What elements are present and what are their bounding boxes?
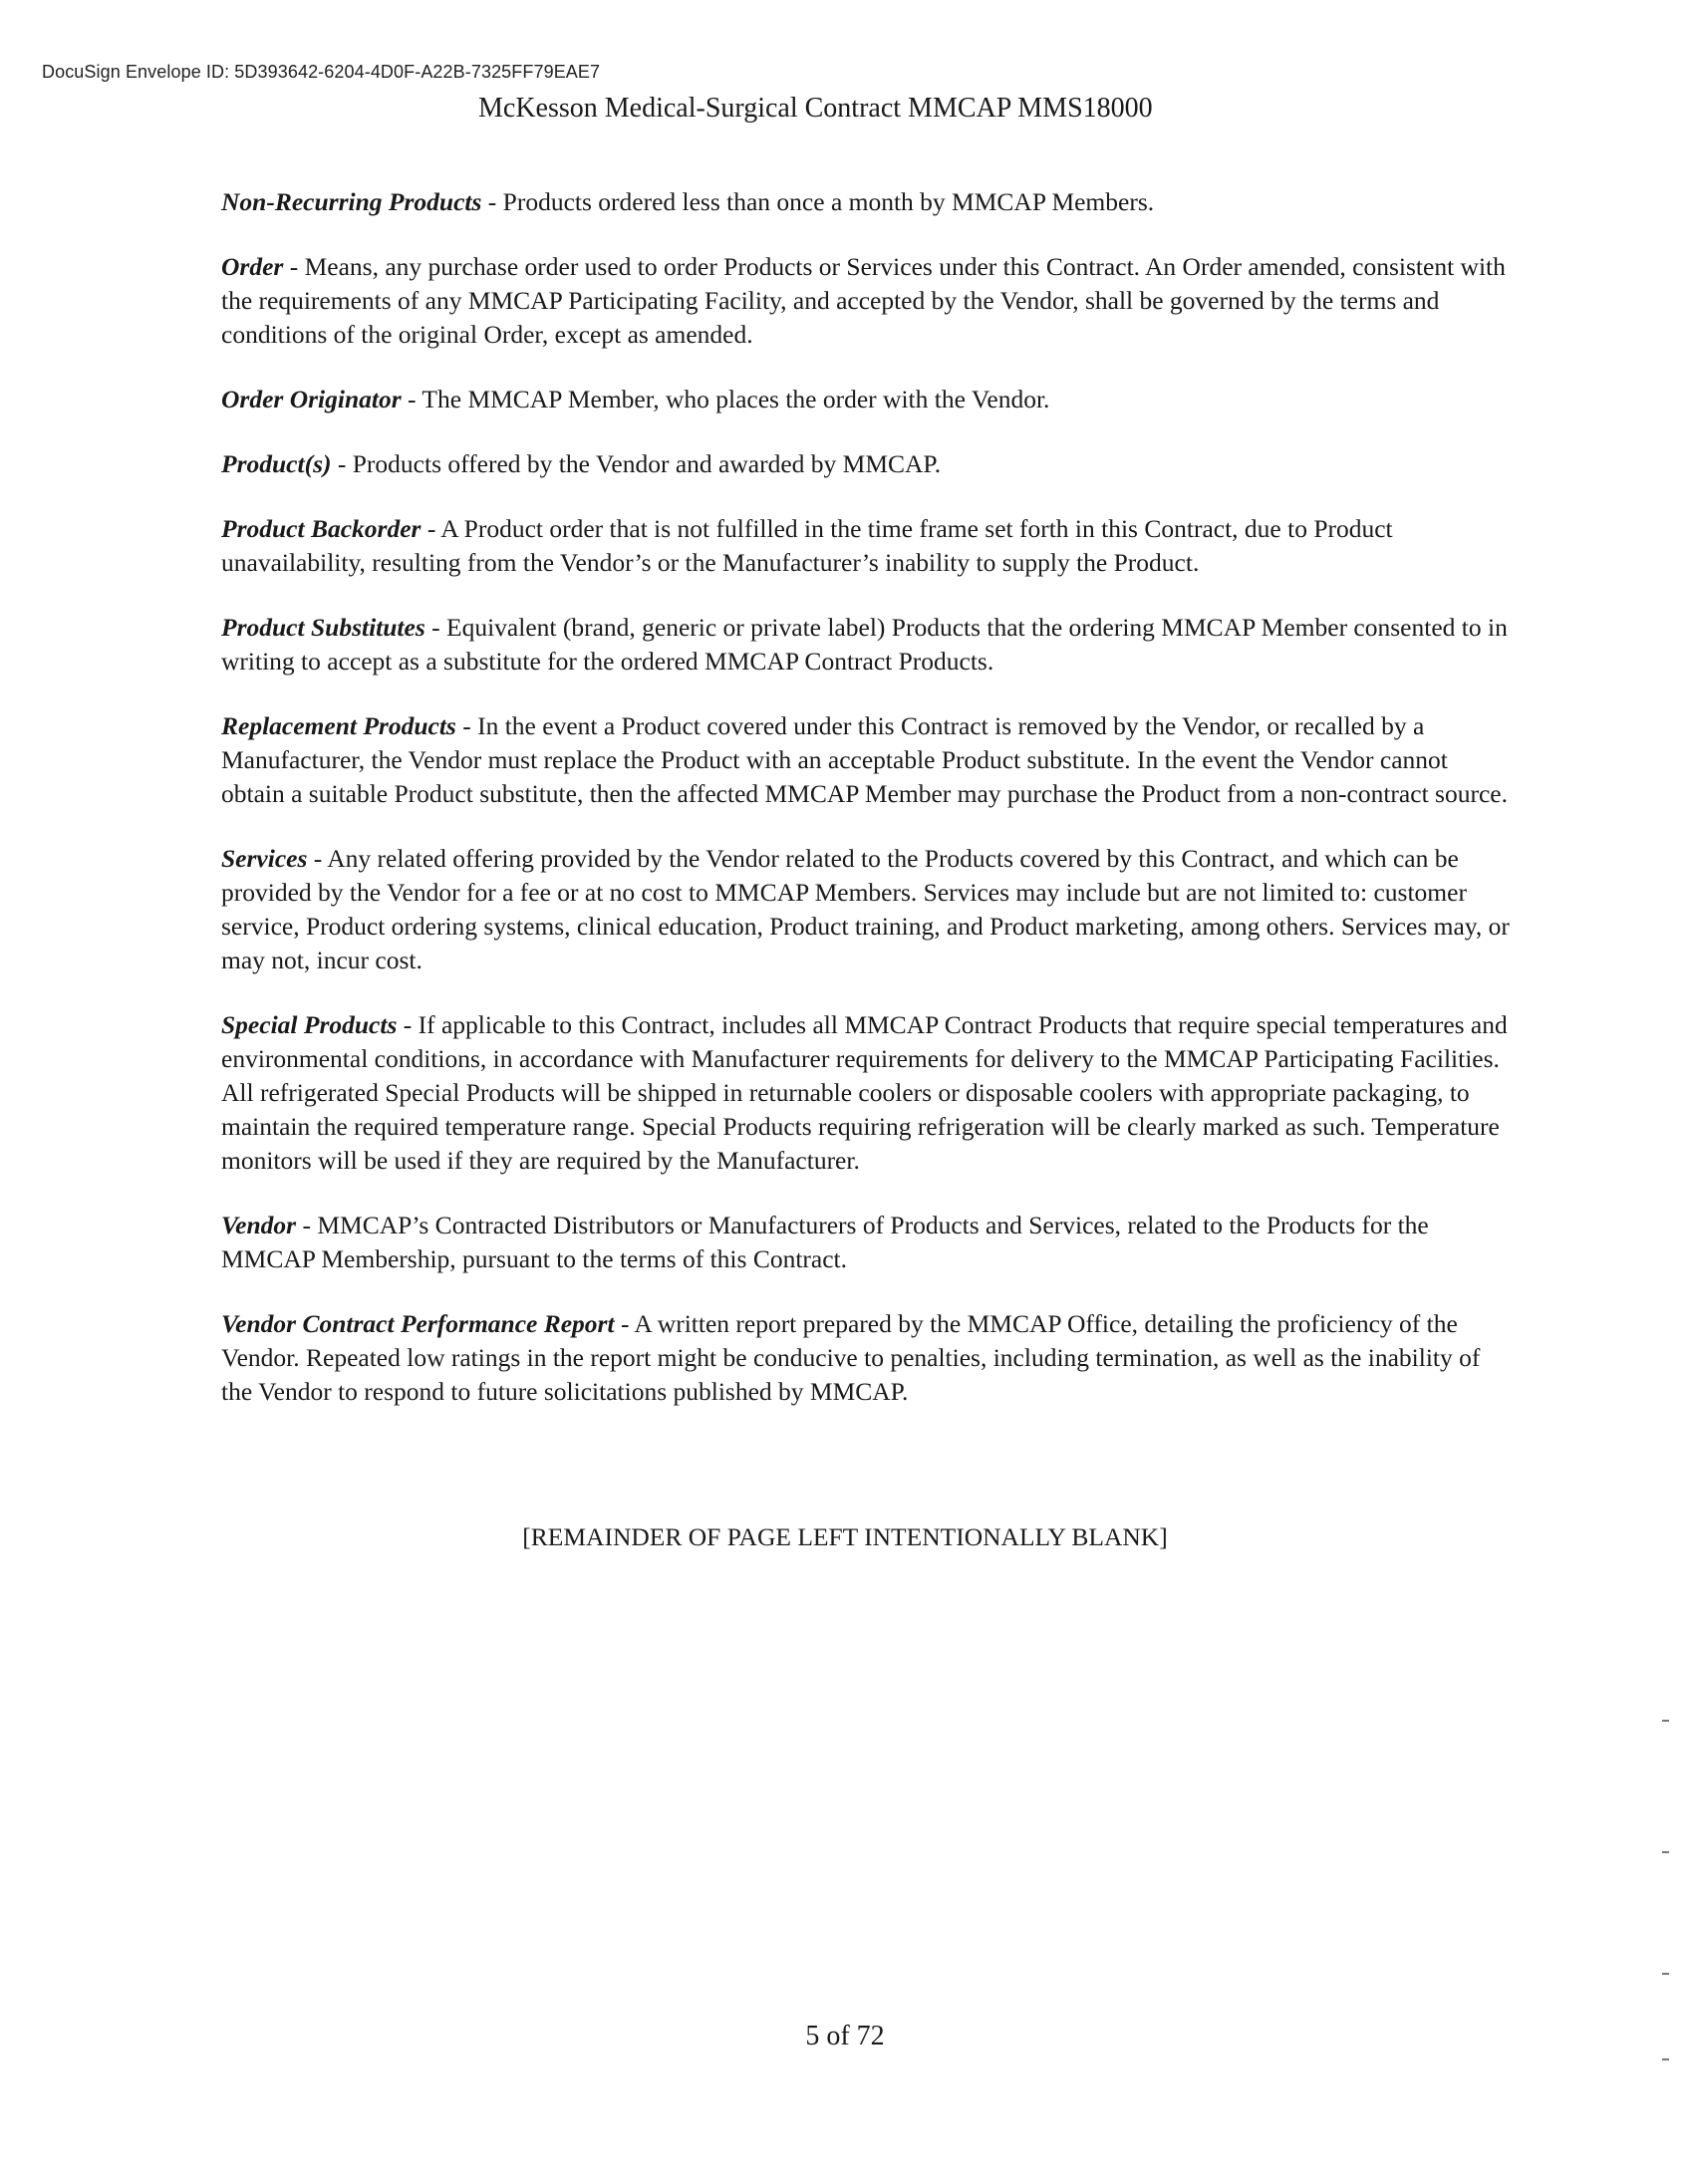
definition-term: Order Originator xyxy=(221,385,402,413)
definition-term: Product Backorder xyxy=(221,514,422,543)
definition-term: Non-Recurring Products xyxy=(221,187,482,216)
scan-margin-mark xyxy=(1662,1851,1669,1853)
definition-order-originator xyxy=(221,383,1517,416)
scan-margin-mark xyxy=(1662,1720,1669,1722)
definition-text: - If applicable to this Contract, includes all MMCAP Contract Products that require special temperatures and environmental conditions, in accordance with Manufacturer requirements for delivery to the MMCAP Participating Facilities. All refrigerated Special Products will be shipped in returnable coolers or disposable coolers with appropriate packaging, to maintain the required temperature range. Special Products requiring refrigeration will be clearly marked as such. Temperature monitors will be used if they are required by the Manufacturer. xyxy=(221,1010,1508,1175)
definition-term: Vendor xyxy=(221,1211,297,1239)
definition-replacement-products xyxy=(221,709,1517,811)
definition-term: Product(s) xyxy=(221,449,332,478)
definition-text: - A written report prepared by the MMCAP Office, detailing the proficiency of the Vendor. Repeated low ratings in the report might be conducive to penalties, including termination, as well as the inability of the Vendor to respond to future solicitations published by MMCAP. xyxy=(221,1309,1481,1406)
definitions-list xyxy=(221,185,1517,1440)
definition-text: - In the event a Product covered under this Contract is removed by the Vendor, or recalled by a Manufacturer, the Vendor must replace the Product with an acceptable Product substitute. In the event the Vendor cannot obtain a suitable Product substitute, then the affected MMCAP Member may purchase the Product from a non-contract source. xyxy=(221,711,1508,808)
definition-text: - A Product order that is not fulfilled in the time frame set forth in this Contract, due to Product unavailability, resulting from the Vendor’s or the Manufacturer’s inability to supply the Product. xyxy=(221,514,1393,577)
remainder-blank-notice: [REMAINDER OF PAGE LEFT INTENTIONALLY BLANK] xyxy=(522,1522,1168,1551)
definition-text: - MMCAP’s Contracted Distributors or Manufacturers of Products and Services, related to the Products for the MMCAP Membership, pursuant to the terms of this Contract. xyxy=(221,1211,1429,1273)
definition-products xyxy=(221,447,1517,481)
definition-special-products xyxy=(221,1008,1517,1178)
scan-margin-mark xyxy=(1662,1973,1669,1975)
definition-text: - Equivalent (brand, generic or private label) Products that the ordering MMCAP Member consented to in writing to accept as a substitute for the ordered MMCAP Contract Products. xyxy=(221,613,1508,676)
definition-term: Product Substitutes xyxy=(221,613,425,642)
definition-services xyxy=(221,842,1517,977)
definition-order xyxy=(221,250,1517,352)
definition-non-recurring-products xyxy=(221,185,1517,219)
definition-vendor-contract-performance-report xyxy=(221,1307,1517,1409)
definition-term: Order xyxy=(221,252,284,281)
definition-term: Special Products xyxy=(221,1010,398,1039)
definition-text: - Means, any purchase order used to order Products or Services under this Contract. An Order amended, consistent with the requirements of any MMCAP Participating Facility, and accepted by the Vendor, shall be governed by the terms and conditions of the original Order, except as amended. xyxy=(221,252,1506,349)
definition-text: - Products ordered less than once a month by MMCAP Members. xyxy=(481,187,1155,216)
scan-margin-mark xyxy=(1662,2058,1669,2060)
definition-text: - Any related offering provided by the Vendor related to the Products covered by this Contract, and which can be provided by the Vendor for a fee or at no cost to MMCAP Members. Services may include but are not limited to: customer service, Product ordering systems, clinical education, Product training, and Product marketing, among others. Services may, or may not, incur cost. xyxy=(221,844,1510,974)
definition-vendor xyxy=(221,1209,1517,1276)
definition-text: - Products offered by the Vendor and awarded by MMCAP. xyxy=(331,449,942,478)
definition-term: Vendor Contract Performance Report xyxy=(221,1309,615,1338)
definition-term: Replacement Products xyxy=(221,711,456,740)
docusign-envelope-id: DocuSign Envelope ID: 5D393642-6204-4D0F-A22B-7325FF79EAE7 xyxy=(42,62,601,82)
definition-term: Services xyxy=(221,844,308,873)
definition-product-backorder xyxy=(221,512,1517,580)
definition-text: - The MMCAP Member, who places the order with the Vendor. xyxy=(401,385,1050,413)
page-number: 5 of 72 xyxy=(805,2021,885,2051)
document-header: McKesson Medical-Surgical Contract MMCAP MMS18000 xyxy=(478,93,1153,124)
definition-product-substitutes xyxy=(221,611,1517,679)
